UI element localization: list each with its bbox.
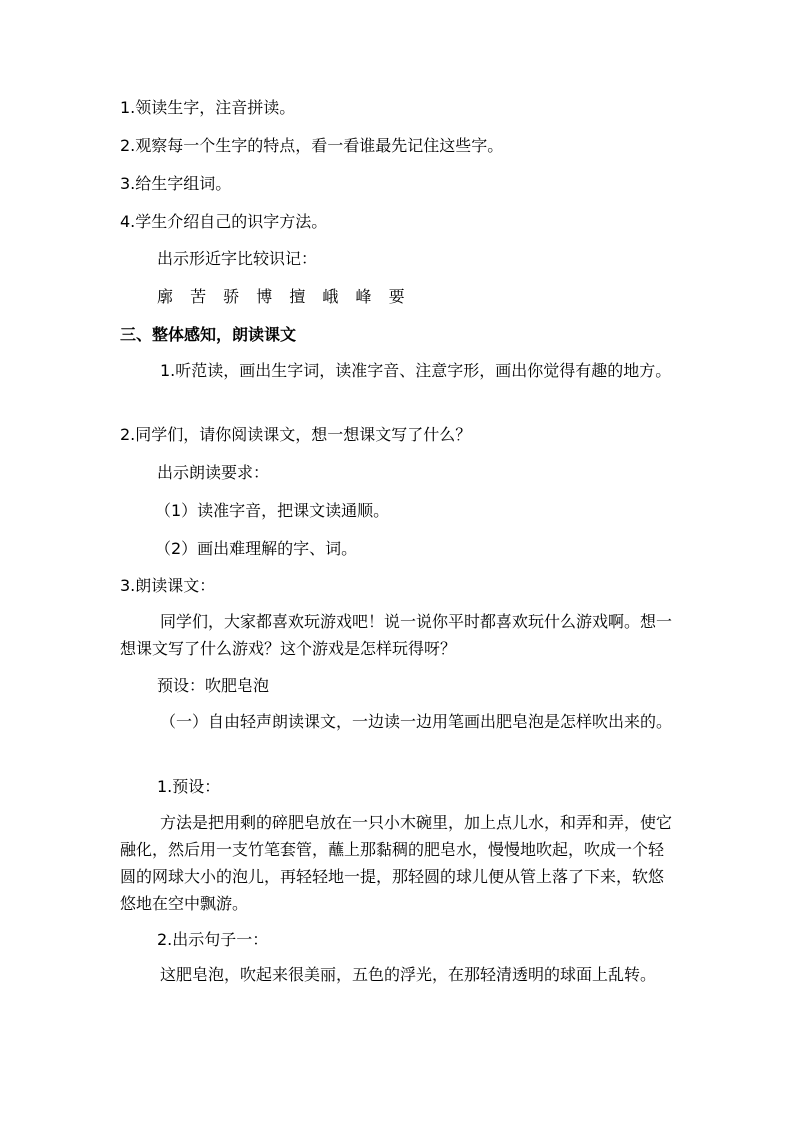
step-1-text: 1.领读生字，注音拼读。 xyxy=(120,98,296,117)
step-read-text: 3.朗读课文： xyxy=(120,576,216,595)
paragraph-method: 方法是把用剩的碎肥皂放在一只小木碗里，加上点儿水，和弄和弄，使它融化，然后用一支竹笔套管，蘸上那黏稠的肥皂水，慢慢地吹起，吹成一个轻圆的网球大小的泡儿，再轻轻地一提，那轻圆的球儿便从管上落了下来，软悠悠地在空中飘游。 xyxy=(120,813,673,913)
similar-chars-list: 廓 苦 骄 博 擅 峨 峰 要 xyxy=(157,287,411,306)
step-3-text: 3.给生字组词。 xyxy=(120,174,232,193)
similar-chars-intro: 出示形近字比较识记： xyxy=(157,249,318,268)
reading-requirements-title: 出示朗读要求： xyxy=(157,463,270,482)
preset-soap-bubbles: 预设：吹肥皂泡 xyxy=(157,676,270,695)
requirement-1: （1）读准字音，把课文读通顺。 xyxy=(155,501,390,520)
sentence-1-text: 这肥皂泡，吹起来很美丽，五色的浮光，在那轻清透明的球面上乱转。 xyxy=(160,965,657,984)
sentence-1-label: 2.出示句子一： xyxy=(157,930,269,949)
step-2-text: 2.观察每一个生字的特点，看一看谁最先记住这些字。 xyxy=(120,136,504,155)
paragraph-listen-read: 1.听范读，画出生字词，读准字音、注意字形，画出你觉得有趣的地方。 xyxy=(160,361,672,380)
requirement-2: （2）画出难理解的字、词。 xyxy=(155,539,358,558)
step-4-text: 4.学生介绍自己的识字方法。 xyxy=(120,212,328,231)
section-heading: 三、整体感知，朗读课文 xyxy=(120,325,297,344)
preset-label: 1.预设： xyxy=(157,777,221,796)
paragraph-free-reading: （一）自由轻声朗读课文，一边读一边用笔画出肥皂泡是怎样吹出来的。 xyxy=(160,712,673,731)
paragraph-games: 同学们，大家都喜欢玩游戏吧！说一说你平时都喜欢玩什么游戏啊。想一想课文写了什么游戏？这个游戏是怎样玩得呀？ xyxy=(120,612,673,658)
paragraph-question: 2.同学们，请你阅读课文，想一想课文写了什么？ xyxy=(120,425,472,444)
